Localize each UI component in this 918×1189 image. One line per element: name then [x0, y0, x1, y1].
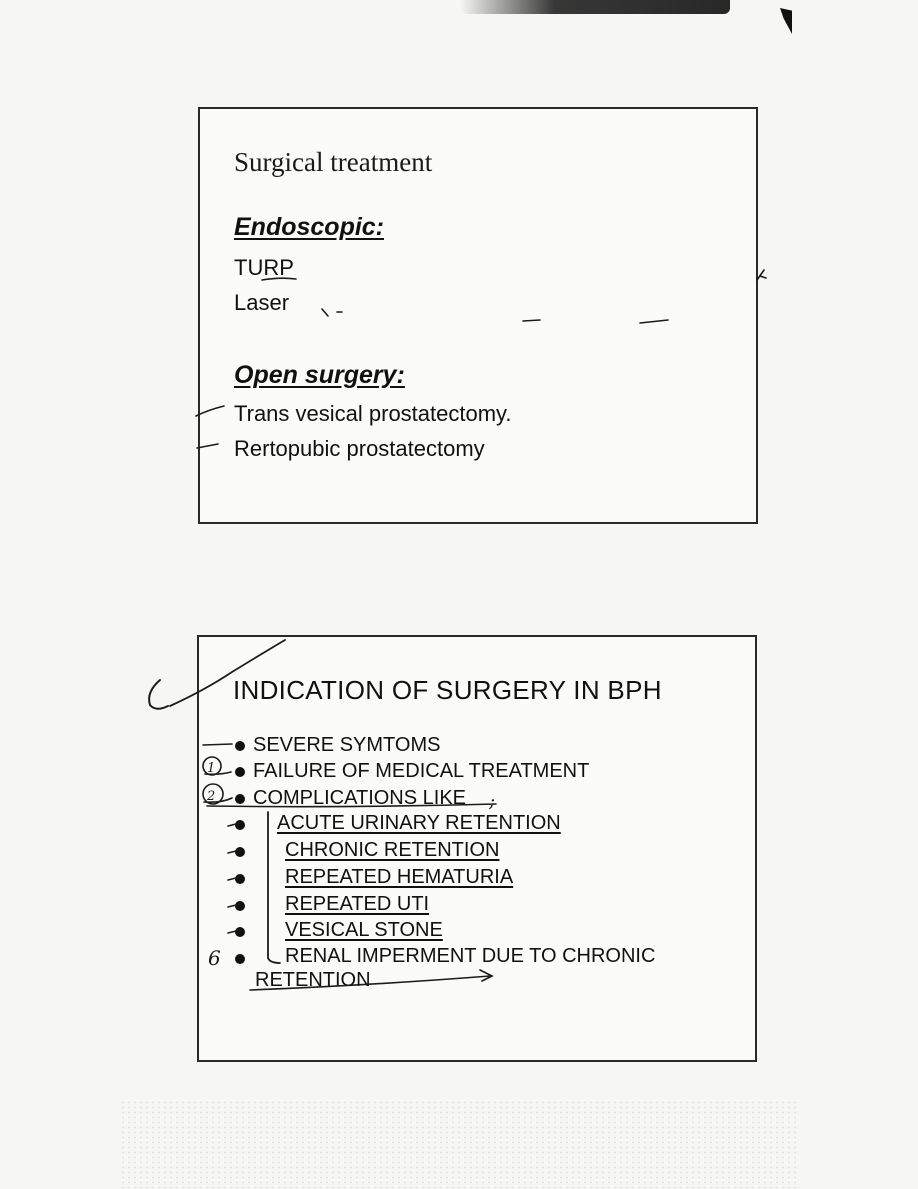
slide-surgical-treatment — [198, 107, 758, 524]
handwritten-semicolon: ; — [489, 791, 496, 812]
renal-impairment-line1: RENAL IMPERMENT DUE TO CHRONIC — [285, 945, 656, 967]
pen-mark — [757, 270, 766, 280]
list-item — [235, 734, 440, 757]
bullet-text: FAILURE OF MEDICAL TREATMENT — [253, 760, 590, 782]
slide-indication-of-surgery — [197, 635, 757, 1062]
slide-title: Surgical treatment — [234, 147, 433, 177]
list-item: Trans vesical prostatectomy. — [234, 401, 512, 426]
complication-item: CHRONIC RETENTION — [285, 839, 500, 861]
open-surgery-heading: Open surgery: — [234, 361, 405, 389]
scan-noise — [120, 1100, 800, 1189]
handwritten-number-6: 6 — [208, 946, 221, 970]
slide-title: INDICATION OF SURGERY IN BPH — [233, 675, 662, 705]
bullet-text: COMPLICATIONS LIKE — [253, 787, 467, 809]
complication-item: ACUTE URINARY RETENTION — [277, 812, 561, 834]
list-item: TURP — [234, 255, 294, 280]
scan-edge-shadow — [460, 0, 730, 14]
complication-item: REPEATED UTI — [285, 893, 430, 915]
bullet-text: SEVERE SYMTOMS — [253, 734, 441, 756]
handwritten-number-1: 1 — [207, 761, 216, 776]
complication-item: REPEATED HEMATURIA — [285, 866, 514, 888]
bullet-icon — [235, 927, 245, 937]
list-item: Rertopubic prostatectomy — [234, 436, 485, 461]
bullet-icon — [235, 847, 245, 857]
bullet-icon — [235, 954, 245, 964]
list-item: Laser — [234, 290, 290, 315]
bullet-icon — [235, 874, 245, 884]
endoscopic-heading: Endoscopic: — [234, 213, 385, 241]
c-mark — [149, 680, 168, 709]
bullet-icon — [235, 901, 245, 911]
bullet-icon — [235, 794, 245, 804]
bullet-icon — [235, 741, 245, 751]
complication-item: VESICAL STONE — [285, 919, 443, 941]
corner-mark — [780, 8, 792, 34]
bullet-icon — [235, 767, 245, 777]
bullet-icon — [235, 820, 245, 830]
handwritten-number-2: 2 — [207, 789, 216, 804]
list-item — [235, 787, 466, 810]
list-item — [235, 760, 589, 783]
renal-impairment-line2: RETENTION — [255, 969, 371, 991]
